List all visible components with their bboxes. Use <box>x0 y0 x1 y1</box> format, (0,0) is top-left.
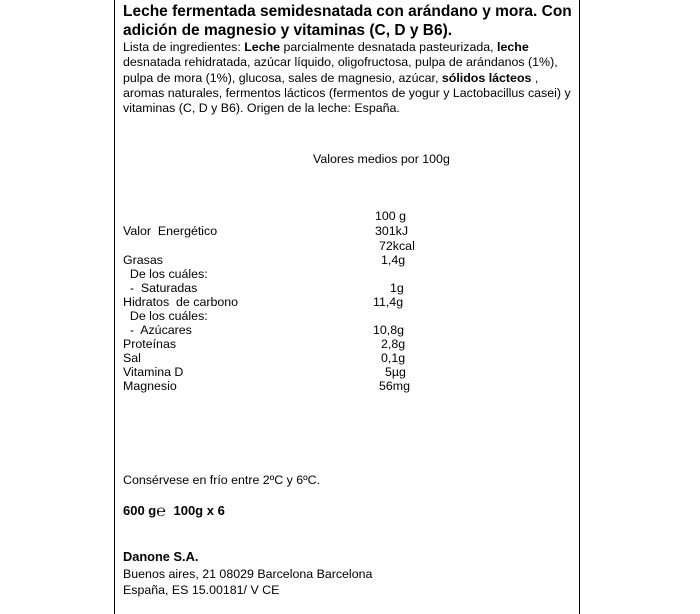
allergen-text: sólidos lácteos <box>441 70 532 85</box>
nutrient-value: 72kcal <box>379 239 415 253</box>
ingredient-text: pulpa de mora (1%), glucosa, sales de magnesio, azúcar, <box>123 70 442 85</box>
product-title-line: adición de magnesio y vitaminas (C, D y B6). <box>123 22 453 39</box>
nutrient-value: 301kJ <box>375 224 409 238</box>
nutrient-value: 56mg <box>379 379 410 393</box>
company-address: Buenos aires, 21 08029 Barcelona Barcelona <box>123 567 373 581</box>
nutrient-value: 2,8g <box>381 337 406 351</box>
nutrient-name: Hidratos de carbono <box>123 295 239 309</box>
ingredients-line <box>123 40 571 55</box>
product-title-line: Leche fermentada semidesnatada con arándano y mora. Con <box>123 3 572 20</box>
nutrient-name: De los cuáles: <box>123 267 208 281</box>
ingredients-list <box>123 40 571 116</box>
nutrient-name: Vitamina D <box>123 365 184 379</box>
pack-format: 100g x 6 <box>173 503 225 518</box>
net-weight-value: 600 g <box>123 503 157 518</box>
ingredients-line <box>123 71 571 86</box>
net-weight <box>123 503 225 518</box>
nutrient-value: 11,4g <box>373 295 404 309</box>
product-label <box>114 0 580 614</box>
nutrient-name: Proteínas <box>123 337 177 351</box>
product-title <box>123 2 572 40</box>
company-name: Danone S.A. <box>123 549 199 564</box>
e-mark-icon: ℮ <box>156 503 166 520</box>
nutrient-value: 10,8g <box>373 323 405 337</box>
ingredients-line <box>123 55 571 70</box>
allergen-text: Leche <box>244 40 281 54</box>
nutrient-name: Sal <box>123 351 141 365</box>
nutrient-value: 100 g <box>375 209 407 223</box>
nutrient-name: De los cuáles: <box>123 309 208 323</box>
ingredient-text: parcialmente desnatada pasteurizada, <box>280 40 498 54</box>
nutrient-name: Grasas <box>123 253 163 267</box>
nutrient-name: - Saturadas <box>123 281 198 295</box>
nutrient-value: 1g <box>390 281 404 295</box>
ingredient-text: Lista de ingredientes: <box>123 40 245 54</box>
nutrient-value: 0,1g <box>381 351 406 365</box>
nutrient-value: 1,4g <box>381 253 406 267</box>
ingredient-text: aromas naturales, fermentos lácticos (fermentos de yogur y Lactobacillus casei) y <box>123 85 571 100</box>
nutrient-name: Magnesio <box>123 379 177 393</box>
ingredient-text: vitaminas (C, D y B6). Origen de la leche: España. <box>123 101 400 116</box>
storage-instructions: Consérvese en frío entre 2ºC y 6ºC. <box>123 473 321 487</box>
company-registry: España, ES 15.00181/ V CE <box>123 583 280 597</box>
ingredient-text: desnatada rehidratada, azúcar líquido, oligofructosa, pulpa de arándanos (1%), <box>123 55 558 70</box>
nutrient-name: Valor Energético <box>123 224 218 238</box>
nutrient-value: 5µg <box>385 365 406 379</box>
nutrition-header: Valores medios por 100g <box>313 152 450 166</box>
nutrient-name: - Azúcares <box>123 323 192 337</box>
ingredients-line <box>123 86 571 101</box>
allergen-text: leche <box>497 40 529 54</box>
ingredient-text: , <box>531 70 539 85</box>
ingredients-line <box>123 101 571 116</box>
